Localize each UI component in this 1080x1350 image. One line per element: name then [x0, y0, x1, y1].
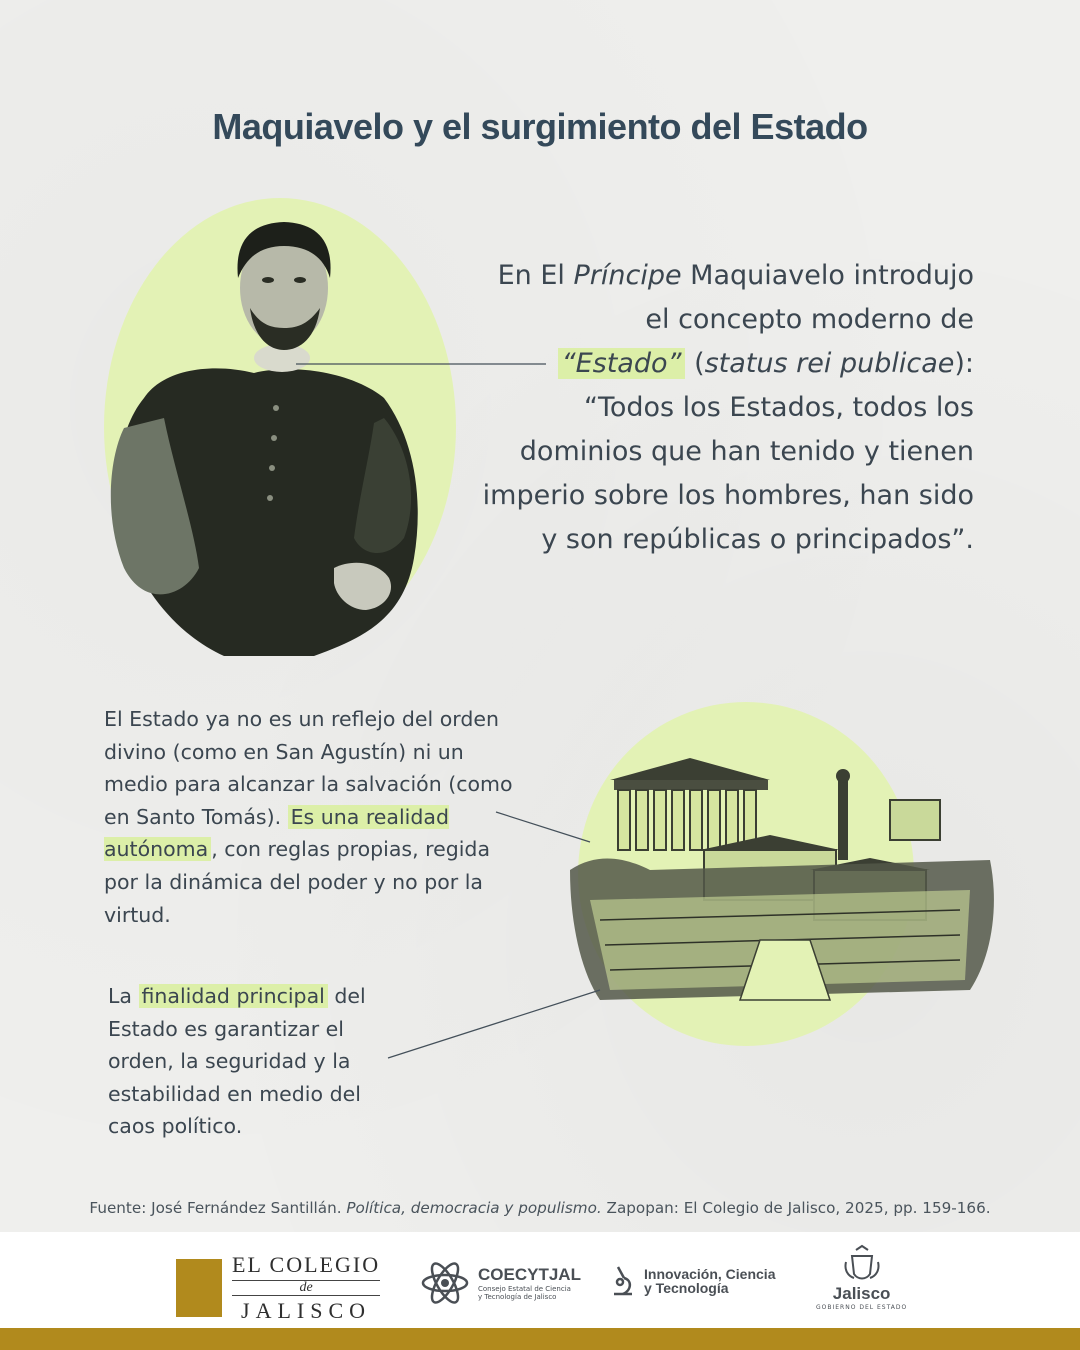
quote-line-5: dominios que han tenido y tienen	[519, 436, 974, 467]
quote-line-3	[558, 348, 974, 379]
para2-text-b: del Estado es garantizar el orden, la seguridad y la estabilidad en medio del caos político.	[108, 984, 366, 1139]
gobierno-jalisco-logo	[816, 1244, 907, 1311]
coecytjal-subtitle-2: y Tecnología de Jalisco	[478, 1293, 557, 1301]
coecytjal-logo	[420, 1258, 581, 1308]
status-rei-publicae: status rei publicae	[704, 348, 955, 379]
innov-line-1: Innovación, Ciencia	[644, 1266, 776, 1282]
source-publisher: Zapopan: El Colegio de Jalisco, 2025, pp. 159-166.	[601, 1199, 991, 1217]
quote-line-4: “Todos los Estados, todos los	[583, 392, 974, 423]
source-book-title: Política, democracia y populismo.	[346, 1199, 602, 1217]
source-citation	[0, 1199, 1080, 1217]
jalisco-subtitle: GOBIERNO DEL ESTADO	[816, 1304, 908, 1311]
gold-bottom-bar	[0, 1328, 1080, 1350]
quote-line-6: imperio sobre los hombres, han sido	[482, 480, 974, 511]
coecytjal-subtitle-1: Consejo Estatal de Ciencia	[478, 1285, 571, 1293]
colegio-logo-line-1: EL COLEGIO	[232, 1252, 381, 1277]
coecytjal-name: COECYTJAL	[478, 1265, 581, 1284]
el-colegio-de-jalisco-logo	[176, 1252, 380, 1324]
para1-text-b: , con reglas propias, regida por la dinámica del poder y no por la virtud.	[104, 837, 491, 927]
quote-line-1-c: Maquiavelo introdujo	[681, 260, 974, 291]
quote-line-7: y son repúblicas o principados”.	[541, 524, 974, 555]
para1-text-a: El Estado ya no es un reflejo del orden divino (como en San Agustín) ni un medio para alcanzar la salvación (como en Santo Tomás).	[104, 707, 513, 829]
source-author: Fuente: José Fernández Santillán.	[89, 1199, 347, 1217]
quote-line-1	[498, 260, 974, 291]
machiavelli-quote	[454, 254, 974, 562]
para2-highlight: finalidad principal	[139, 984, 328, 1008]
microscope-icon	[610, 1264, 636, 1298]
state-purpose-paragraph	[108, 980, 408, 1143]
estado-highlight: “Estado”	[558, 348, 686, 379]
machiavelli-portrait-illustration	[104, 198, 456, 656]
autonomous-state-paragraph	[104, 703, 514, 931]
book-title-principe: Príncipe	[573, 260, 682, 291]
jalisco-name: Jalisco	[832, 1284, 891, 1303]
atom-icon	[420, 1258, 470, 1308]
page-title: Maquiavelo y el surgimiento del Estado	[212, 106, 868, 147]
colegio-logo-line-3: JALISCO	[241, 1298, 372, 1323]
innovacion-ciencia-tecnologia-logo	[610, 1264, 775, 1298]
para1-highlight: Es una realidad autónoma	[104, 804, 449, 862]
para2-text-a: La	[108, 984, 139, 1008]
jalisco-crest-icon	[842, 1244, 882, 1284]
quote-line-2: el concepto moderno de	[645, 304, 974, 335]
quote-line-3-d: ):	[954, 348, 974, 379]
quote-line-3-b: (	[685, 348, 705, 379]
quote-line-1-a: En El	[497, 260, 574, 291]
innov-line-2: y Tecnología	[644, 1280, 729, 1296]
colegio-emblem-icon	[176, 1259, 222, 1317]
acropolis-illustration	[570, 740, 1000, 1010]
colegio-logo-line-2: de	[232, 1280, 380, 1296]
